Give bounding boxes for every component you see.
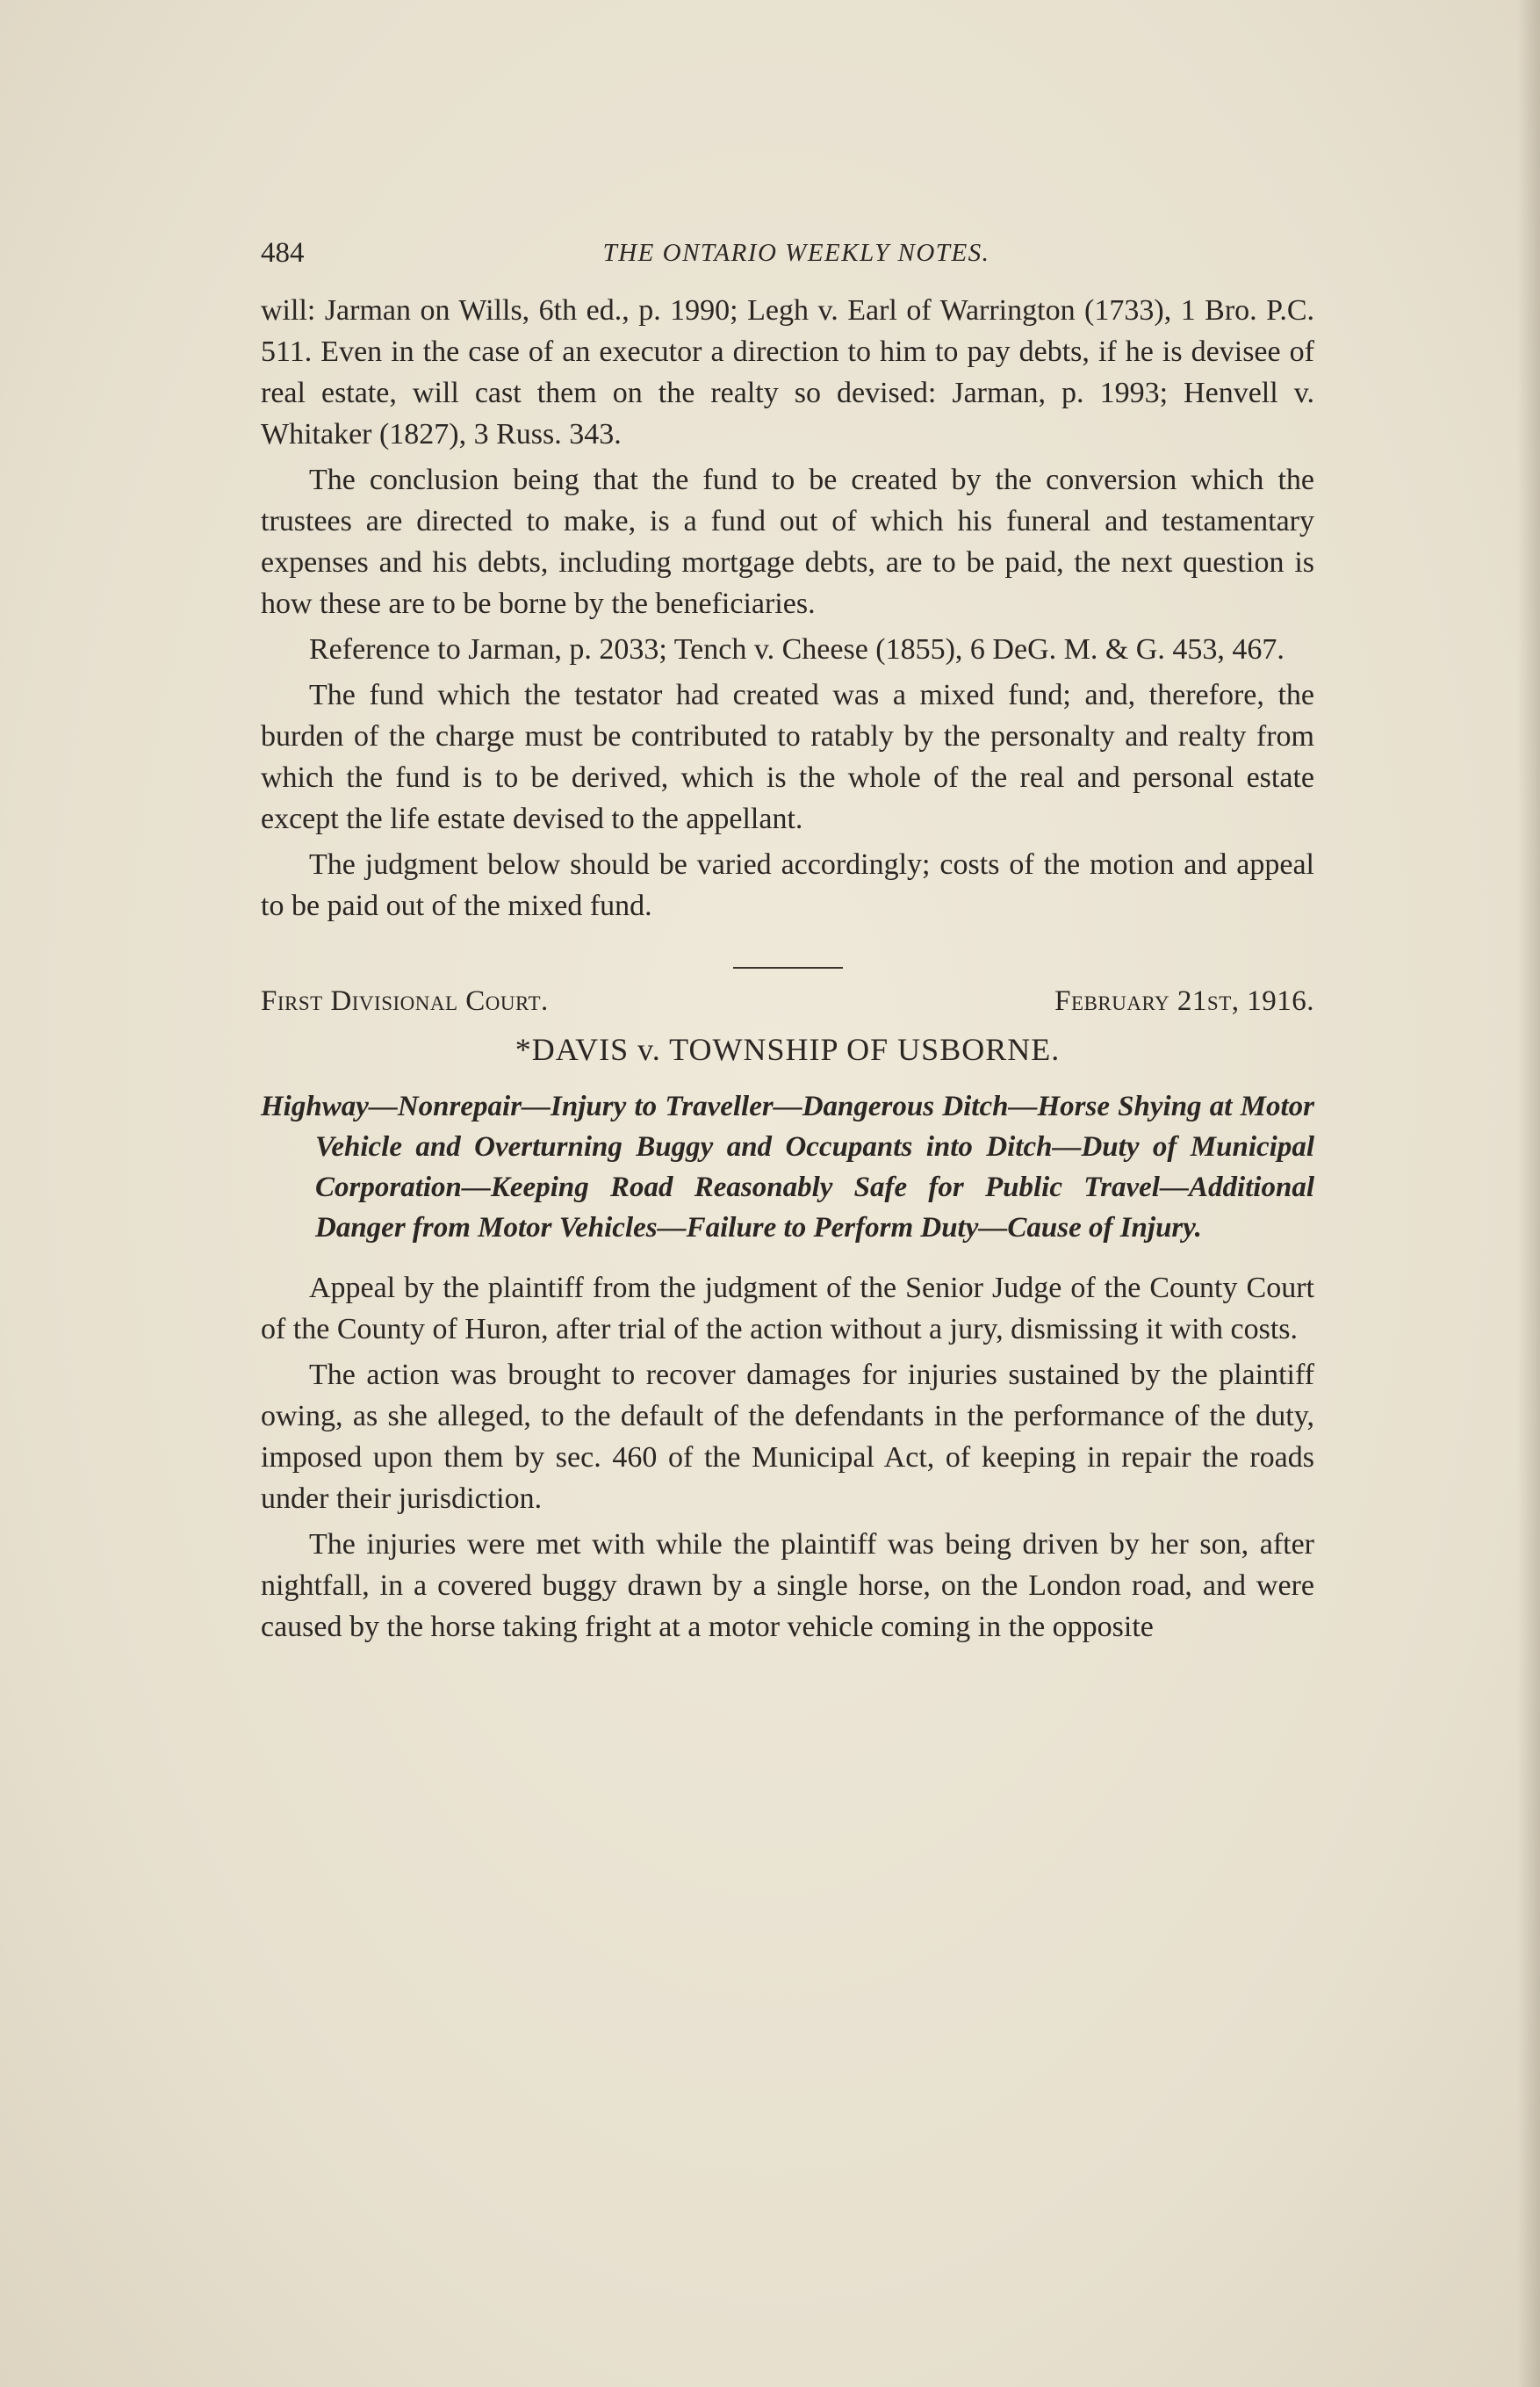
- text-column: [261, 237, 1314, 1648]
- paragraph: The conclusion being that the fund to be created by the conversion which the trustees are directed to make, is a fund out of which his funeral and testamentary expenses and his debts, including mortgage debts, are to be paid, the next question is how these are to be borne by the beneficiaries.: [261, 464, 1314, 620]
- paragraph-continued: will: Jarman on Wills, 6th ed., p. 1990; Legh v. Earl of Warrington (1733), 1 Bro. P.C. 511. Even in the case of an executor a direction to him to pay debts, if he is devisee of real estate, will cast them on the realty so devised: Jarman, p. 1993; Henvell v. Whitaker (1827), 3 Russ. 343.: [261, 294, 1314, 451]
- journal-title: THE ONTARIO WEEKLY NOTES.: [602, 239, 990, 267]
- paragraph: Reference to Jarman, p. 2033; Tench v. Cheese (1855), 6 DeG. M. & G. 453, 467.: [309, 633, 1285, 666]
- headnote: Highway—Nonrepair—Injury to Traveller—Dangerous Ditch—Horse Shying at Motor Vehicle and Overturning Buggy and Occupants into Ditch—Duty of Municipal Corporation—Keeping Road Reasonably Safe for Public Travel—Additional Danger from Motor Vehicles—Failure to Perform Duty—Cause of Injury.: [261, 1091, 1314, 1244]
- paragraph: Appeal by the plaintiff from the judgment of the Senior Judge of the County Court of the County of Huron, after trial of the action without a jury, dismissing it with costs.: [261, 1272, 1314, 1345]
- paragraph: The injuries were met with while the plaintiff was being driven by her son, after nightfall, in a covered buggy drawn by a single horse, on the London road, and were caused by the horse taking fright at a motor vehicle coming in the opposite: [261, 1528, 1314, 1643]
- paragraph: The judgment below should be varied accordingly; costs of the motion and appeal to be paid out of the mixed fund.: [261, 848, 1314, 922]
- page-number: 484: [261, 237, 305, 269]
- paragraph: The action was brought to recover damages for injuries sustained by the plaintiff owing, as she alleged, to the default of the defendants in the performance of the duty, imposed upon them by sec. 460 of the Municipal Act, of keeping in repair the roads under their jurisdiction.: [261, 1359, 1314, 1515]
- page-edge-shadow: [1517, 0, 1540, 2387]
- case-title: *DAVIS v. TOWNSHIP OF USBORNE.: [515, 1032, 1061, 1067]
- paragraph: The fund which the testator had created was a mixed fund; and, therefore, the burden of the charge must be contributed to ratably by the personalty and realty from which the fund is to be derived, which is the whole of the real and personal estate except the life estate devised to the appellant.: [261, 679, 1314, 835]
- judgment-date: February 21st, 1916.: [1054, 985, 1314, 1017]
- running-head: [261, 237, 1314, 290]
- section-divider: [733, 967, 843, 969]
- court-line: [261, 981, 1314, 1021]
- court-name: First Divisional Court.: [261, 985, 549, 1017]
